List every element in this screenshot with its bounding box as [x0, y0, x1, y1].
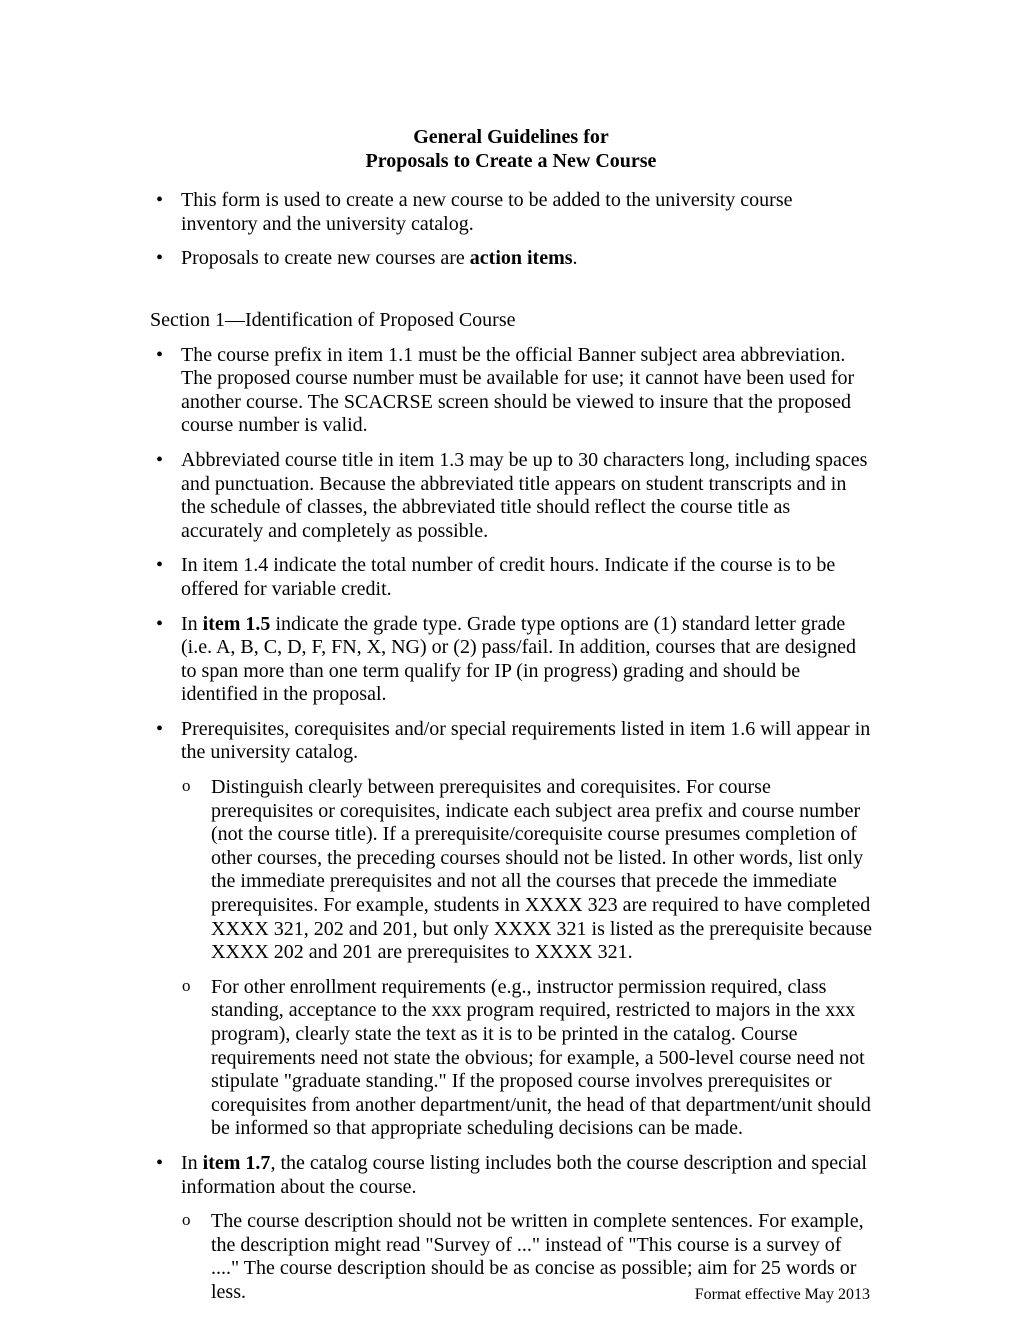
sub-bullet-item	[181, 776, 872, 965]
bullet-marker: •	[156, 612, 164, 635]
document-body	[150, 189, 872, 1304]
document-content	[150, 126, 872, 1316]
bullet-item	[150, 344, 872, 438]
sub-bullet-marker: o	[182, 1210, 191, 1230]
bullet-marker: •	[156, 448, 164, 471]
paragraph-text: In item 1.4 indicate the total number of credit hours. Indicate if the course is to be offered for variable credit.	[181, 554, 836, 600]
bullet-marker: •	[156, 1151, 164, 1174]
bullet-item	[150, 1152, 872, 1199]
document-title	[150, 126, 872, 173]
bullet-item	[150, 189, 872, 236]
bullet-item	[150, 718, 872, 765]
title-line-1: General Guidelines for	[413, 126, 609, 148]
title-line-2: Proposals to Create a New Course	[365, 149, 657, 172]
sub-bullet-item	[181, 976, 872, 1141]
paragraph-text: Proposals to create new courses are action items.	[181, 247, 578, 270]
paragraph-text: Distinguish clearly between prerequisites and corequisites. For course prerequisites or corequisites, indicate each subject area prefix and course number (not the course title). If a prerequisite/corequisite course presumes completion of other courses, the preceding courses should not be listed. In other words, list only the immediate prerequisites and not all the courses that precede the immediate prerequisites. For example, students in XXXX 323 are required to have completed XXXX 321, 202 and 201, but only XXXX 321 is listed as the prerequisite because XXXX 202 and 201 are prerequisites to XXXX 321.	[211, 776, 872, 964]
paragraph-text: In item 1.7, the catalog course listing includes both the course description and special information about the course.	[181, 1151, 867, 1198]
bullet-marker: •	[156, 189, 164, 212]
paragraph-text: For other enrollment requirements (e.g., instructor permission required, class standing, acceptance to the xxx program required, restricted to majors in the xxx program), clearly state the text as it is to be printed in the catalog. Course requirements need not state the obvious; for example, a 500-level course need not stipulate "graduate standing." If the proposed course involves prerequisites or corequisites from another department/unit, the head of that department/unit should be informed so that appropriate scheduling decisions can be made.	[211, 975, 871, 1140]
footer-note: Format effective May 2013	[694, 1285, 870, 1303]
paragraph-text: In item 1.5 indicate the grade type. Grade type options are (1) standard letter grade (i.e. A, B, C, D, F, FN, X, NG) or (2) pass/fail. In addition, courses that are designed to span more than one term qualify for IP (in progress) grading and should be identified in the proposal.	[181, 612, 856, 706]
paragraph-text: Prerequisites, corequisites and/or special requirements listed in item 1.6 will appear in the university catalog.	[181, 717, 871, 764]
sub-bullet-marker: o	[182, 975, 191, 995]
paragraph-text: Abbreviated course title in item 1.3 may be up to 30 characters long, including spaces and punctuation. Because the abbreviated title appears on student transcripts and in the schedule of classes, the abbreviated title should reflect the course title as accurately and completely as possible.	[181, 448, 868, 542]
paragraph-text: The course prefix in item 1.1 must be the official Banner subject area abbreviation. The proposed course number must be available for use; it cannot have been used for another course. The SCACRSE screen should be viewed to insure that the proposed course number is valid.	[181, 343, 855, 437]
paragraph-text: Section 1—Identification of Proposed Course	[150, 308, 516, 331]
bullet-marker: •	[156, 247, 164, 270]
paragraph-text: The course description should not be written in complete sentences. For example, the description might read "Survey of ..." instead of "This course is a survey of ...." The course description should be as concise as possible; aim for 25 words or less.	[211, 1210, 864, 1303]
bullet-marker: •	[156, 717, 164, 740]
paragraph-text: This form is used to create a new course to be added to the university course inventory and the university catalog.	[181, 189, 793, 235]
bullet-marker: •	[156, 343, 164, 366]
bullet-item	[150, 613, 872, 707]
bullet-item	[150, 247, 872, 271]
bullet-marker: •	[156, 554, 164, 577]
bullet-item	[150, 449, 872, 543]
sub-bullet-marker: o	[182, 776, 191, 796]
section-heading	[150, 309, 872, 333]
bullet-item	[150, 554, 872, 601]
